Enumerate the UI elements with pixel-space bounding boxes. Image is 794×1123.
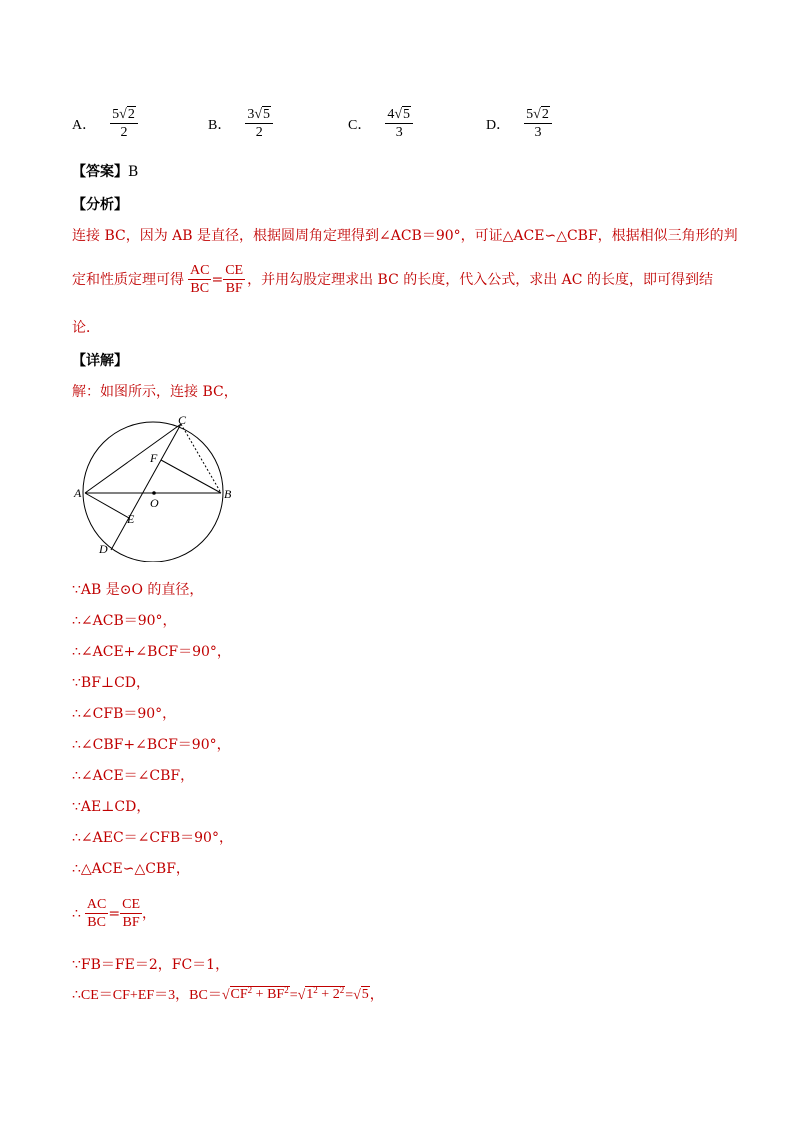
ratio-fraction: $\frac{CE}{BF}$: [122, 897, 140, 930]
analysis-line-2: 定和性质定理可得 $\frac{AC}{BC}$ = $\frac{CE}{BF}$ ，并用勾股定理求出 BC 的长度，代入公式，求出 AC 的长度，即可得到结: [72, 263, 713, 296]
option-letter: D．: [486, 117, 511, 133]
step-line: ∵BF⊥CD，: [72, 675, 151, 691]
radical: √ $1^2 + 2^2$: [298, 986, 346, 1006]
answer-value: B: [128, 164, 139, 180]
option-d: [486, 106, 552, 141]
step-line: ∵AE⊥CD，: [72, 799, 151, 815]
step-line: ∵AB 是⊙O 的直径，: [72, 582, 204, 598]
option-letter: C．: [348, 117, 372, 133]
answer-heading: 【答案】: [72, 164, 128, 180]
option-fraction: 5 √ 2 3: [524, 106, 552, 141]
answer-line: [72, 162, 138, 182]
analysis-line-3: 论．: [72, 320, 100, 336]
label-d: D: [99, 542, 108, 556]
step-line: ∴∠ACE＝∠CBF，: [72, 768, 195, 784]
analysis-line-1: 连接 BC，因为 AB 是直径，根据圆周角定理得到∠ACB＝90°，可证△ACE∽△CBF，根据相似三角形的判: [72, 228, 738, 244]
option-letter: A．: [72, 117, 97, 133]
segment-cd: [111, 424, 181, 550]
label-e: E: [127, 512, 135, 526]
bc-length-line: ∴CE＝CF+EF＝3，BC＝ √ $CF^2 + BF^2$ = √ $1^2 + 2^2$ = √ 5 ，: [72, 986, 384, 1006]
option-a: [72, 106, 138, 141]
ratio-fraction: $\frac{AC}{BC}$: [86, 897, 107, 930]
label-o: O: [150, 496, 159, 510]
step-line: ∴∠ACB＝90°，: [72, 613, 177, 629]
option-letter: B．: [208, 117, 232, 133]
ratio-fraction: $\frac{CE}{BF}$: [225, 263, 244, 296]
step-line: ∴△ACE∽△CBF，: [72, 861, 190, 877]
step-line: ∴∠CBF+∠BCF＝90°，: [72, 737, 231, 753]
step-line: ∴∠AEC＝∠CFB＝90°，: [72, 830, 233, 846]
circle-geometry-figure: [68, 412, 248, 562]
ratio-fraction: $\frac{AC}{BC}$: [190, 263, 210, 296]
label-a: A: [74, 486, 82, 500]
radical: √ 5: [353, 986, 370, 1006]
analysis-heading: 【分析】: [72, 197, 128, 213]
given-line: ∵FB＝FE＝2，FC＝1，: [72, 957, 230, 973]
step-line: ∴∠CFB＝90°，: [72, 706, 177, 722]
radical: √ $CF^2 + BF^2$: [222, 986, 290, 1006]
label-c: C: [178, 413, 187, 427]
step-line: ∴∠ACE+∠BCF＝90°，: [72, 644, 231, 660]
segment-ae: [85, 493, 129, 518]
label-f: F: [150, 451, 158, 465]
center-point: [152, 491, 156, 495]
label-b: B: [224, 487, 232, 501]
ratio-line: ∴ $\frac{AC}{BC}$ = $\frac{CE}{BF}$ ，: [72, 897, 156, 930]
detail-heading: 【详解】: [72, 353, 128, 369]
option-fraction: 3 √ 5 2: [245, 106, 273, 141]
option-fraction: 4 √ 5 3: [385, 106, 413, 141]
option-fraction: 5 √ 2 2: [110, 106, 138, 141]
option-c: [348, 106, 413, 141]
segment-ac: [85, 424, 181, 493]
option-b: [208, 106, 273, 141]
detail-intro: 解：如图所示，连接 BC，: [72, 384, 238, 400]
